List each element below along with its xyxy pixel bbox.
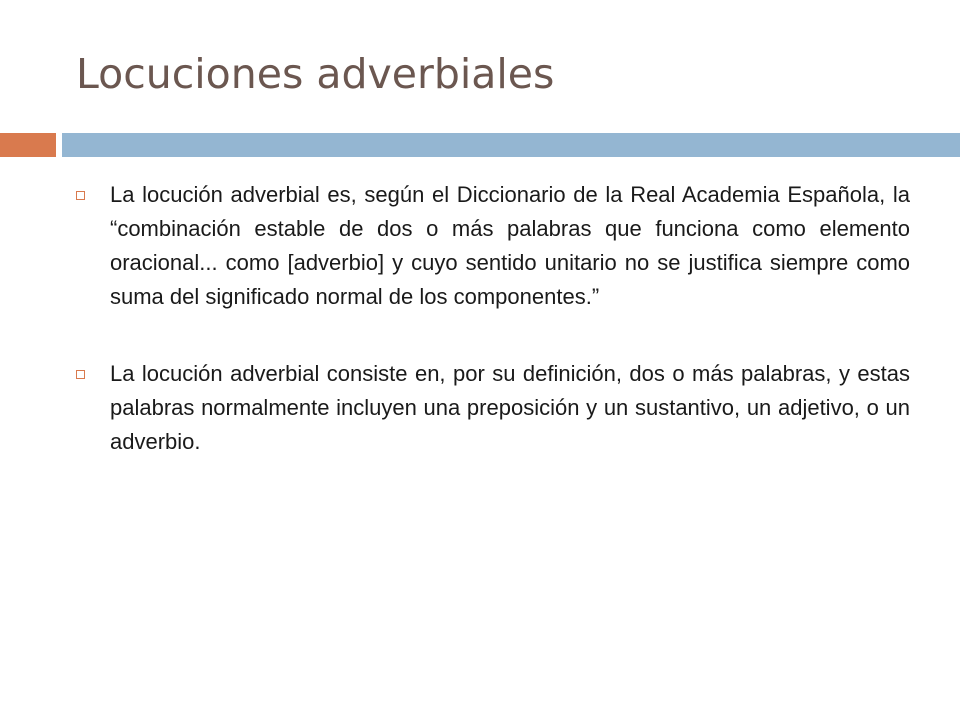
bullet-list	[76, 178, 910, 502]
title-rule-bar	[62, 133, 960, 157]
hollow-square-bullet-icon	[76, 191, 85, 200]
hollow-square-bullet-icon	[76, 370, 85, 379]
bullet-item-definition	[76, 178, 910, 314]
bullet-text: La locución adverbial consiste en, por su definición, dos o más palabras, y estas palabras normalmente incluyen una preposición y un sustantivo, un adjetivo, o un adverbio.	[110, 361, 910, 454]
title-rule-accent	[0, 133, 56, 157]
bullet-text: La locución adverbial es, según el Diccionario de la Real Academia Española, la “combinación estable de dos o más palabras que funciona como elemento oracional... como [adverbio] y cuyo sentido unitario no se justifica siempre como suma del significado normal de los componentes.”	[110, 182, 910, 309]
slide-title: Locuciones adverbiales	[76, 50, 555, 98]
bullet-item-composition	[76, 357, 910, 459]
